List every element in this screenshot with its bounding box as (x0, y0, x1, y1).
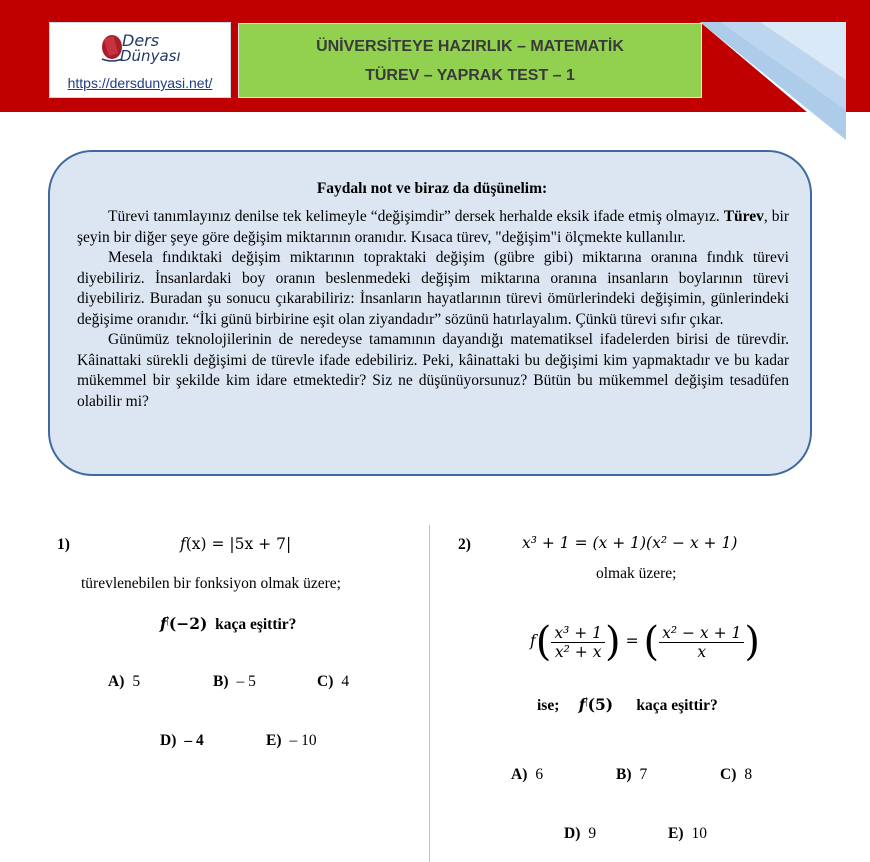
q1-option-a[interactable] (108, 673, 140, 691)
logo-text-dunyasi: Dünyası (120, 47, 181, 65)
q2-ask-text: kaça eşittir? (636, 697, 718, 715)
q2-eq-f: f (530, 632, 536, 650)
logo[interactable] (49, 22, 231, 98)
q1-option-e[interactable] (266, 732, 317, 750)
q2-frac-left-den: x² + x (554, 642, 602, 661)
q1-ask-arg: (−2) (168, 614, 208, 634)
q1-question (160, 614, 296, 634)
q2-option-c[interactable] (720, 766, 752, 784)
q2-question (537, 695, 718, 715)
q2-option-b[interactable] (616, 766, 647, 784)
q1-option-c-label: C) (317, 673, 334, 690)
q1-option-d-label: D) (160, 732, 177, 749)
note-title: Faydalı not ve biraz da düşünelim: (316, 180, 548, 197)
q2-equation: f( $\frac{\text{x³ + 1}}{\text{x² + x}}$ ) = ( $\frac{\text{x² − x + 1}}{x}$ ) (530, 619, 760, 665)
q2-option-d-value: 9 (588, 825, 597, 842)
note-panel (48, 150, 812, 476)
q2-option-a[interactable] (511, 766, 543, 784)
q2-option-b-label: B) (616, 766, 632, 783)
note-paragraph-2: Mesela fındıktaki değişim miktarının topraktaki değişim (gübre gibi) miktarına oranına fındık türevi diyebiliriz. İnsanlardaki boy oranın beslenmedeki değişim miktarına oranına insanların boylarının türevi diyebiliriz. Buradan şu sonucu çıkarabiliriz: İnsanların hayatlarının türevi ömürlerindeki değişimin, günlerindeki değişime oranıdır. “İki günü birbirine eşit olan ziyandadır” sözünü hatırlayalım. Çünkü türevi sıfır çıkar. (77, 249, 789, 328)
q2-prime-mark: | (585, 695, 588, 707)
q1-option-e-value: – 10 (289, 732, 317, 749)
note-p1-start: Türevi tanımlayınız denilse tek kelimeyle “değişimdir” dersek herhalde eksik ifade etmiş olmayız. (108, 208, 724, 225)
q2-option-e[interactable] (668, 825, 707, 843)
note-body (77, 207, 789, 412)
logo-text-ders: Ders (122, 31, 160, 50)
q2-identity: x³ + 1 = (x + 1)(x² − x + 1) (522, 534, 738, 552)
q2-fraction-left (551, 624, 605, 661)
q2-ise: ise; (537, 697, 560, 715)
q1-option-e-label: E) (266, 732, 282, 749)
q1-option-d[interactable] (160, 732, 212, 750)
q2-ask-arg: (5) (587, 695, 614, 715)
q1-option-c-value: 4 (341, 673, 350, 690)
note-p1-bold: Türev (723, 208, 764, 225)
q1-option-d-value: – 4 (184, 732, 204, 749)
q1-prime-mark: | (166, 614, 169, 626)
q1-option-c[interactable] (317, 673, 349, 691)
q2-frac-left-num: x³ + 1 (551, 624, 605, 643)
q2-frac-right-den: x (697, 642, 707, 661)
q1-f: f (180, 535, 186, 553)
header-decoration (700, 0, 870, 145)
note-paragraph-1 (77, 207, 789, 248)
q1-func-expr: (x) = |5x + 7| (185, 535, 292, 553)
q1-ask-text: kaça eşittir? (215, 616, 297, 634)
q1-option-b-label: B) (213, 673, 229, 690)
q1-option-b-value: – 5 (236, 673, 256, 690)
column-divider (429, 525, 430, 862)
q2-option-a-value: 6 (535, 766, 544, 783)
q2-option-d[interactable] (564, 825, 596, 843)
q2-option-e-value: 10 (691, 825, 707, 842)
q1-option-b[interactable] (213, 673, 256, 691)
q2-statement: olmak üzere; (596, 565, 677, 582)
title-line-2: TÜREV – YAPRAK TEST – 1 (365, 67, 575, 84)
q2-option-c-label: C) (720, 766, 737, 783)
q2-fraction-right (659, 624, 744, 661)
q2-frac-right-num: x² − x + 1 (659, 624, 744, 643)
q2-option-e-label: E) (668, 825, 684, 842)
q2-option-a-label: A) (511, 766, 528, 783)
note-p1-end: , bir şeyin bir diğer şeye göre değişim miktarının oranıdır. Kısaca türev, "değişim"i ölçmekte kullanılır. (77, 208, 789, 246)
site-url-link[interactable]: https://dersdunyasi.net/ (67, 75, 213, 91)
q1-option-a-label: A) (108, 673, 125, 690)
q2-option-d-label: D) (564, 825, 581, 842)
title-box (238, 23, 702, 98)
q2-option-b-value: 7 (639, 766, 648, 783)
q2-number: 2) (458, 536, 471, 553)
q1-ask-f: f (160, 614, 167, 634)
q1-statement: türevlenebilen bir fonksiyon olmak üzere; (81, 575, 341, 592)
title-line-1: ÜNİVERSİTEYE HAZIRLIK – MATEMATİK (316, 38, 624, 55)
q2-ask-f: f (578, 695, 586, 715)
note-paragraph-3: Günümüz teknolojilerinin de neredeyse tamamının dayandığı matematiksel ifadelerden birisi de türevdir. Kâinattaki sürekli değişimi de türevle ifade edebiliriz. Peki, kâinattaki bu değişimi kim yapmaktadır ve bu kadar mükemmel bir şekilde kim idare etmektedir? Siz ne düşünüyorsunuz? Bütün bu mükemmel değişim tesadüfen olabilir mi? (77, 331, 789, 410)
q2-option-c-value: 8 (744, 766, 753, 783)
q1-function (180, 535, 291, 553)
q1-option-a-value: 5 (132, 673, 141, 690)
q1-number: 1) (57, 536, 70, 553)
